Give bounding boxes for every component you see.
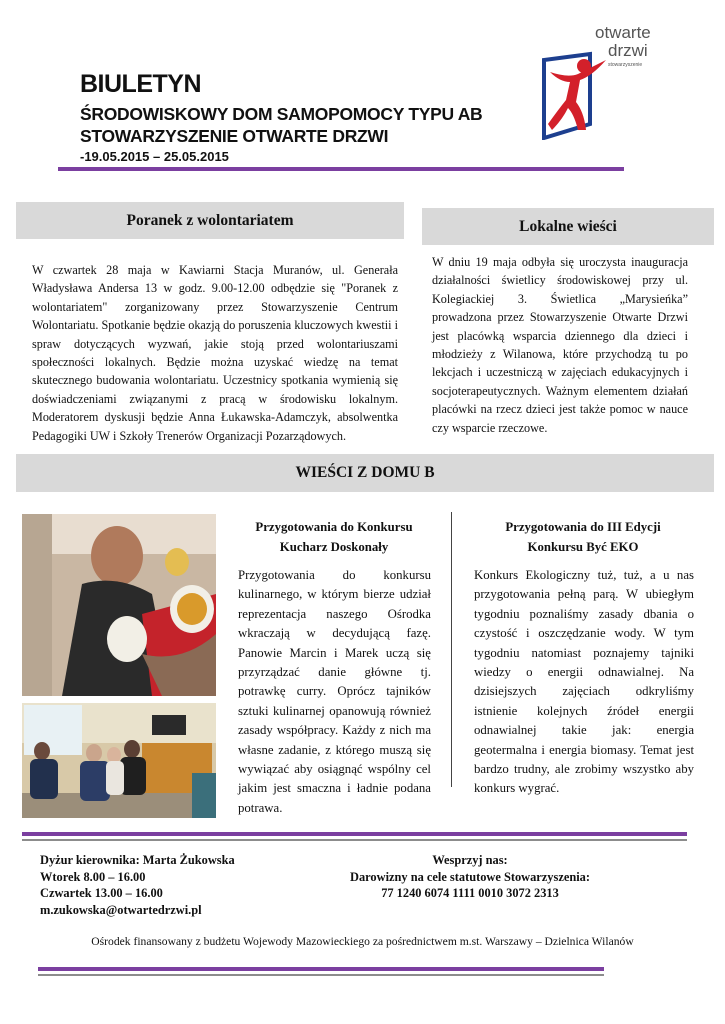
footer-divider-top bbox=[22, 832, 687, 836]
footer-divider-bottom-shadow bbox=[38, 974, 604, 976]
donation-heading: Wesprzyj nas: bbox=[432, 853, 508, 867]
column-divider bbox=[451, 512, 452, 787]
section-header-volunteering bbox=[16, 202, 404, 239]
donation-account-number: 77 1240 6074 1111 0010 3072 2313 bbox=[381, 886, 559, 900]
local-news-article-text: W dniu 19 maja odbyła się uroczysta inauguracja działalności świetlicy środowiskowej przy ul. Kolegiackiej 3. Świetlica „Marysieńka” prowadzona przez Stowarzyszenie Otwarte Drzwi jest placówką wsparcia dziennego dla dzieci i młodzieży z Wilanowa, które przychodzą tu po lekcjach i uczestniczą w zajęciach edukacyjnych i socjoterapeutycznych. Ważnym elementem działań placówki na rzecz dzieci jest także pomoc w nauce czy wsparcie rzeczowe. bbox=[432, 255, 688, 435]
volunteering-article-text: W czwartek 28 maja w Kawiarni Stacja Muranów, ul. Generała Władysława Andersa 13 w godz. 9.00-12.00 odbędzie się "Poranek z wolontariatem" zorganizowany przez Stowarzyszenie Centrum Wolontariatu. Spotkanie będzie okazją do poruszenia kluczowych kwestii i spraw dotyczących wyzwań, jakie stoją przed wolontariuszami społeczności lokalnych. Będzie można uzyskać wiedzę na temat skutecznego budowania wolontariatu. Uczestnicy spotkania wymienią się doświadczeniami związanymi z pracą w środowisku lokalnym. Moderatorem dyskusji będzie Anna Łukawska-Adamczyk, absolwentka Pedagogiki UW i Szkoły Trenerów Organizacji Pozarządowych. bbox=[32, 263, 398, 443]
cooking-contest-heading bbox=[236, 517, 432, 557]
eco-contest-text: Konkurs Ekologiczny tuż, tuż, a u nas przygotowania pełną parą. W ubiegłym tygodniu poznaliśmy zasady dbania o czystość i oszczędzanie wody. W tym tygodniu natomiast poznajemy tajniki wiedzy o energii odnawialnej. Na dzisiejszych zajęciach odkryliśmy istnienie kolejnych źródeł energii odnawialnej takie jak: energia geotermalna i energia biomasy. Temat jest bardzo trudny, ale zrobimy wszystko aby konkurs wygrać. bbox=[474, 568, 694, 796]
bulletin-title: BIULETYN bbox=[80, 70, 201, 98]
manager-duty-name: Dyżur kierownika: Marta Żukowska bbox=[40, 853, 235, 867]
cooking-contest-heading-line1: Przygotowania do Konkursu bbox=[255, 520, 413, 534]
cooking-contest-text: Przygotowania do konkursu kulinarnego, w którym bierze udział reprezentacja naszego Ośrodka wkraczają w decydującą fazę. Panowie Marcin i Marek uczą się przyrządzać danie główne tj. potrawkę curry. Oprócz tajników sztuki kulinarnej opanowują również zasady współpracy. Każdy z nich ma własne zadanie, z którego muszą się wywiązać aby osiągnąć wspólny cel jakim jest smaczna i ładnie podana potrawa. bbox=[238, 568, 431, 815]
eco-contest-heading bbox=[470, 517, 696, 557]
donation-purpose: Darowizny na cele statutowe Stowarzyszenia: bbox=[350, 869, 590, 884]
logo-text-stowarzyszenie: stowarzyszenie bbox=[608, 62, 643, 68]
section-title-local-news: Lokalne wieści bbox=[519, 217, 617, 235]
cooking-photo bbox=[22, 514, 216, 696]
funding-note: Ośrodek finansowany z budżetu Wojewody Mazowieckiego za pośrednictwem m.st. Warszawy – Dzielnica Wilanów bbox=[91, 935, 634, 948]
bulletin-subtitle-institution: ŚRODOWISKOWY DOM SAMOPOMOCY TYPU AB bbox=[80, 104, 483, 124]
logo-text-otwarte: otwarte bbox=[595, 23, 651, 42]
logo-figure-icon bbox=[540, 50, 610, 140]
eco-contest-heading-line1: Przygotowania do III Edycji bbox=[505, 520, 661, 534]
manager-duty-tuesday: Wtorek 8.00 – 16.00 bbox=[40, 869, 146, 884]
section-title-home-news: WIEŚCI Z DOMU B bbox=[295, 464, 435, 481]
logo-text-drzwi: drzwi bbox=[608, 41, 648, 60]
cooking-photo-image bbox=[22, 514, 216, 696]
section-title-volunteering: Poranek z wolontariatem bbox=[126, 211, 294, 229]
header-divider bbox=[58, 167, 624, 171]
footer-divider-bottom bbox=[38, 967, 604, 971]
donation-info bbox=[330, 852, 610, 902]
section-header-home-news bbox=[16, 454, 714, 492]
section-header-local-news bbox=[422, 208, 714, 245]
eco-contest-heading-line2: Konkursu Być EKO bbox=[527, 540, 639, 554]
group-photo-image bbox=[22, 703, 216, 818]
bulletin-date-range: -19.05.2015 – 25.05.2015 bbox=[80, 149, 229, 164]
manager-email-link[interactable]: m.zukowska@otwartedrzwi.pl bbox=[40, 902, 202, 917]
cooking-contest-heading-line2: Kucharz Doskonały bbox=[279, 540, 389, 554]
bulletin-subtitle-association: STOWARZYSZENIE OTWARTE DRZWI bbox=[80, 126, 389, 146]
manager-duty-thursday: Czwartek 13.00 – 16.00 bbox=[40, 886, 163, 900]
footer-divider-top-shadow bbox=[22, 839, 687, 841]
group-photo bbox=[22, 703, 216, 818]
manager-duty-info bbox=[40, 852, 235, 918]
otwarte-drzwi-logo bbox=[540, 22, 670, 140]
